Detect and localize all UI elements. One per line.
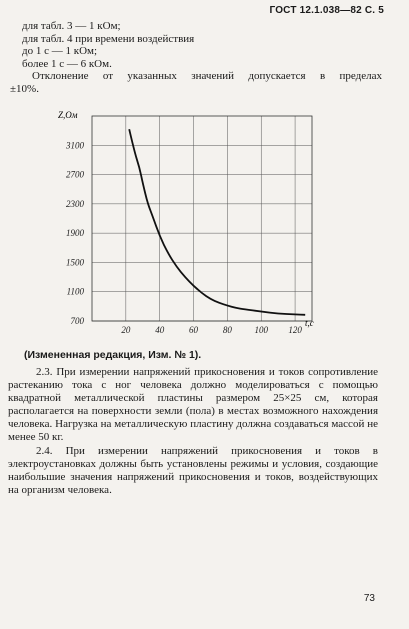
- deviation-tolerance: ±10%.: [10, 82, 39, 95]
- x-tick-label: 20: [121, 325, 131, 335]
- y-tick-label: 2700: [66, 169, 84, 180]
- chart-grid: [92, 116, 312, 321]
- x-tick-label: 60: [189, 325, 199, 335]
- chart-axes: [92, 116, 312, 321]
- paragraph-2-3: 2.3. При измерении напряжений прикосновения и токов сопротивление растеканию тока с ног человека должно моделироваться с помощью квадратной металлической пластины размером 25×25 см, которая располагается на поверхности земли (пола) в местах возможного нахождения человека. Нагрузка на металлическую пластину должна создаваться массой не менее 50 кг.: [8, 366, 378, 443]
- y-tick-label: 3100: [66, 140, 84, 151]
- plot-frame: [92, 116, 312, 321]
- list-line: более 1 с — 6 кОм.: [22, 57, 112, 70]
- x-tick-label: 80: [222, 325, 232, 335]
- y-axis-label: Z,Ом: [58, 110, 78, 120]
- y-tick-label: 1100: [66, 286, 84, 297]
- body-text: [8, 366, 378, 497]
- x-tick-labels: [121, 325, 302, 335]
- x-tick-label: 40: [155, 325, 165, 335]
- list-line: до 1 с — 1 кОм;: [22, 45, 98, 57]
- y-tick-labels: [65, 140, 85, 326]
- resistance-list: [10, 20, 382, 95]
- x-tick-label: 120: [288, 325, 302, 335]
- page-number: 73: [363, 593, 375, 604]
- impedance-curve: [129, 129, 305, 315]
- list-line: для табл. 3 — 1 кОм;: [22, 20, 121, 32]
- page-header: ГОСТ 12.1.038—82 С. 5: [269, 5, 384, 16]
- x-tick-label: 100: [254, 325, 268, 335]
- y-tick-label: 1900: [66, 228, 84, 239]
- revision-note: (Измененная редакция, Изм. № 1).: [24, 349, 202, 361]
- y-tick-label: 700: [70, 316, 84, 326]
- deviation-line: Отклонение от указанных значений допускается в пределах: [32, 70, 382, 82]
- y-tick-label: 2300: [66, 198, 84, 209]
- impedance-chart: [0, 100, 409, 345]
- y-tick-label: 1500: [66, 257, 84, 268]
- x-axis-label: t,с: [305, 318, 314, 328]
- paragraph-2-4: 2.4. При измерении напряжений прикосновения и токов в электроустановках должны быть установлены режимы и условия, создающие наибольшие значения напряжений прикосновения и токов, воздействующих на организм человека.: [8, 445, 378, 496]
- list-line: для табл. 4 при времени воздействия: [22, 32, 195, 45]
